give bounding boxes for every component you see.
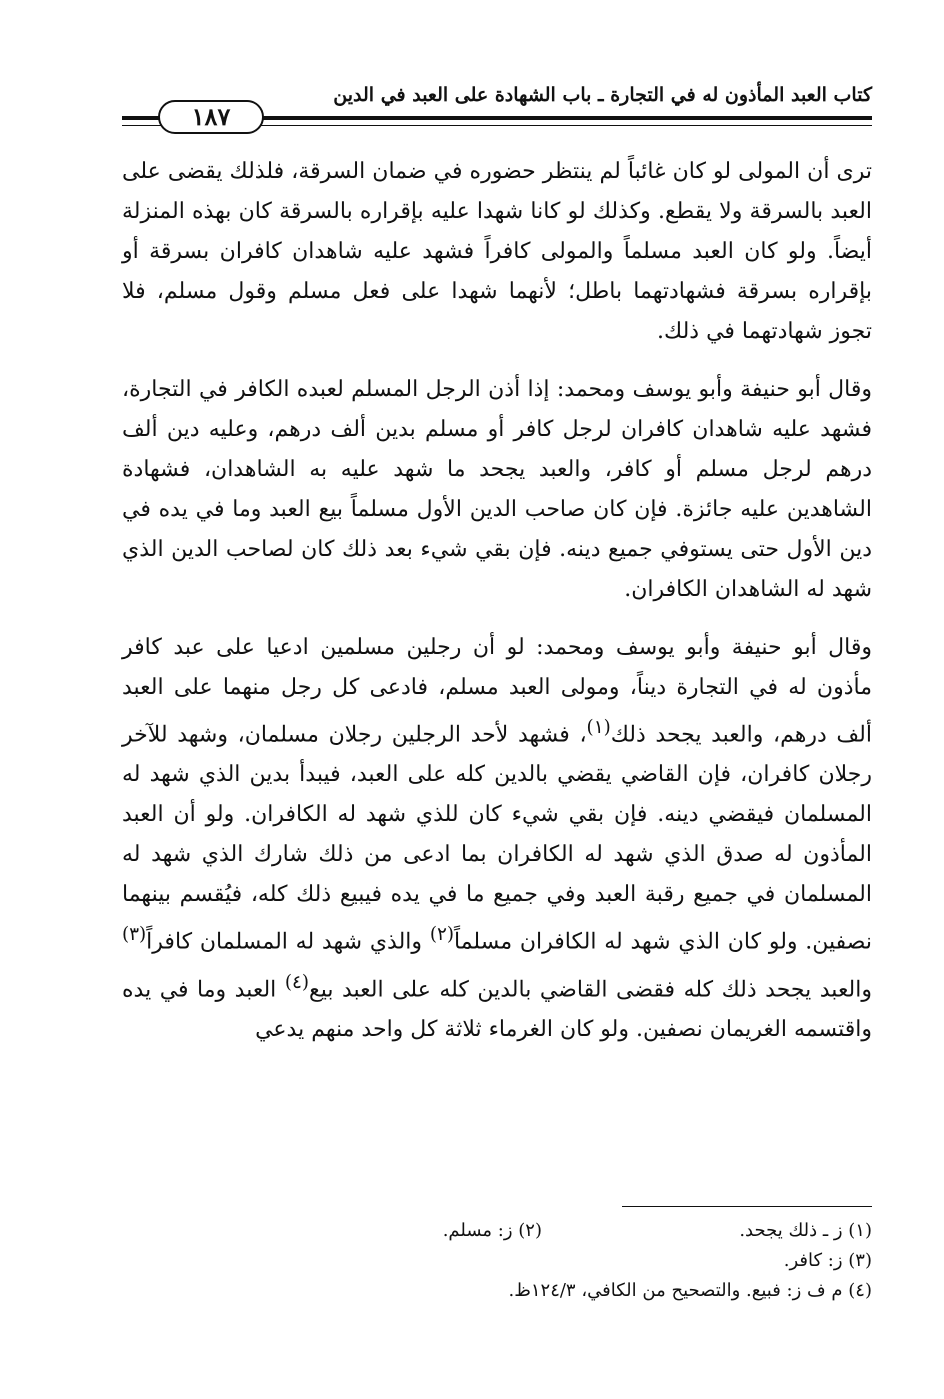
header-title: كتاب العبد المأذون له في التجارة ـ باب الشهادة على العبد في الدين — [333, 84, 872, 106]
footnote-row-1 — [122, 1216, 872, 1246]
paragraph-3-part-1: وقال أبو حنيفة وأبو يوسف ومحمد: لو أن رجلين مسلمين ادعيا على عبد كافر مأذون له في التجارة ديناً، ومولى العبد مسلم، فادعى كل رجل منهما على العبد ألف درهم، والعبد يجحد ذلك — [122, 635, 872, 748]
paragraph-2: وقال أبو حنيفة وأبو يوسف ومحمد: إذا أذن الرجل المسلم لعبده الكافر في التجارة، فشهد عليه شاهدان كافران لرجل كافر أو مسلم بدين ألف درهم، وعليه دين ألف درهم لرجل مسلم أو كافر، والعبد يجحد ما شهد عليه به الشاهدان، فشهادة الشاهدين عليه جائزة. فإن كان صاحب الدين الأول مسلماً بيع العبد وما في يده في دين الأول حتى يستوفي جميع دينه. فإن بقي شيء بعد ذلك كان لصاحب الدين الذي شهد له الشاهدان الكافران. — [122, 377, 872, 602]
running-header — [122, 74, 872, 130]
footnote-separator — [622, 1206, 872, 1207]
page-number: ١٨٧ — [158, 100, 264, 134]
paragraph-3-part-2: ، فشهد لأحد الرجلين رجلان مسلمان، وشهد للآخر رجلان كافران، فإن القاضي يقضي بالدين كله على العبد، فيبدأ بدين الذي شهد له المسلمان فيقضي دينه. فإن بقي شيء كان للذي شهد له الكافران. ولو أن العبد المأذون له صدق الذي شهد له الكافران بما ادعى من ذلك شارك الذي شهد له المسلمان في جميع رقبة العبد وفي جميع ما في يده فيبيع ذلك كله، فيُقسم بينهما نصفين. ولو كان الذي شهد له الكافران مسلماً — [122, 722, 872, 955]
paragraph-3 — [122, 628, 872, 1050]
footnote-1: (١) ز ـ ذلك يجحد. — [739, 1220, 872, 1241]
paragraph-3-part-3: والذي شهد له المسلمان كافراً — [146, 929, 430, 955]
footnote-4: (٤) م ف ز: فبيع. والتصحيح من الكافي، ١٢٤/٣ظ. — [508, 1280, 872, 1301]
footnote-2: (٢) ز: مسلم. — [442, 1220, 542, 1241]
footnote-ref-3: (٣) — [122, 924, 147, 946]
main-text — [122, 152, 872, 1050]
footnote-ref-2: (٢) — [429, 924, 454, 946]
paragraph-3-part-4: والعبد يجحد ذلك كله فقضى القاضي بالدين كله على العبد بيع — [308, 976, 873, 1002]
paragraph-1: ترى أن المولى لو كان غائباً لم ينتظر حضوره في ضمان السرقة، فلذلك يقضى على العبد بالسرقة ولا يقطع. وكذلك لو كانا شهدا عليه بإقراره بالسرقة كان بهذه المنزلة أيضاً. ولو كان العبد مسلماً والمولى كافراً فشهد عليه شاهدان كافران بسرقة أو بإقراره بسرقة فشهادتهما باطل؛ لأنهما شهدا على فعل مسلم وقول مسلم، فلا تجوز شهادتهما في ذلك. — [122, 159, 872, 344]
footnote-3: (٣) ز: كافر. — [783, 1250, 872, 1271]
paragraph-3-part-5: العبد وما في يده واقتسمه الغريمان نصفين. ولو كان الغرماء ثلاثة كل واحد منهم يدعي — [122, 976, 872, 1042]
footnote-ref-4: (٤) — [284, 971, 309, 993]
footnote-ref-1: (١) — [586, 717, 611, 738]
footnote-row-2 — [122, 1246, 872, 1276]
footnotes — [122, 1216, 872, 1306]
footnote-row-3 — [122, 1276, 872, 1306]
